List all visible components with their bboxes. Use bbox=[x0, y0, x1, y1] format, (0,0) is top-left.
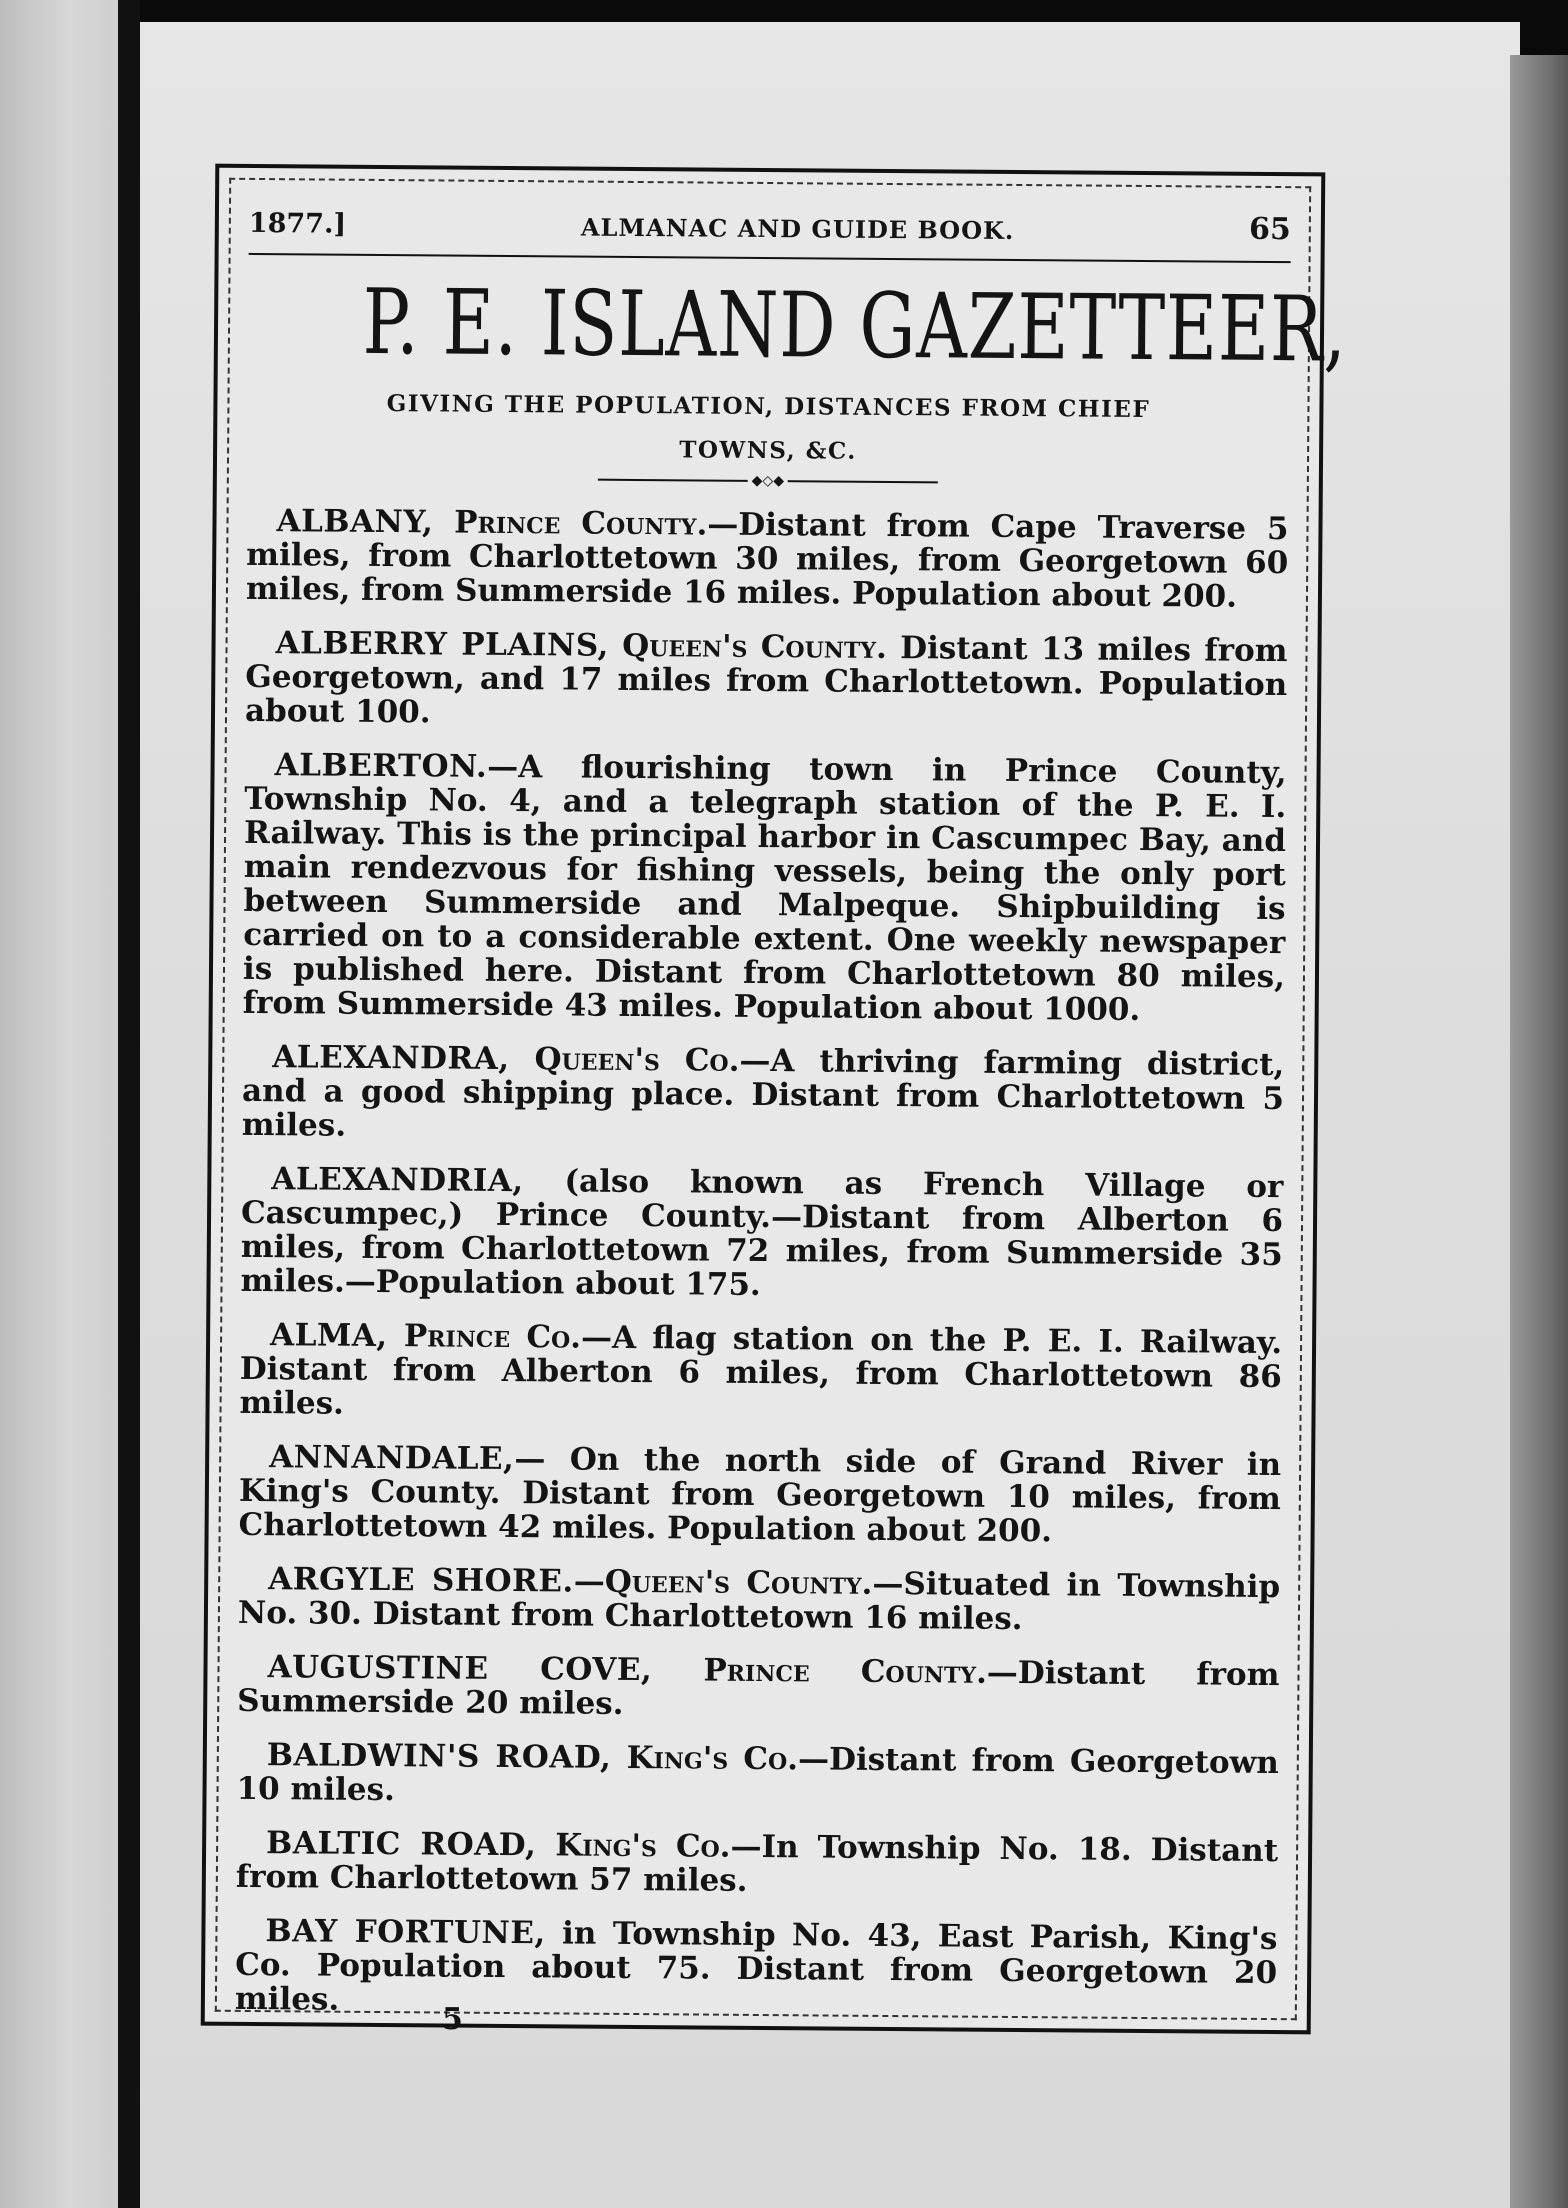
entry bbox=[245, 626, 1288, 736]
entry-county: King's Co. bbox=[626, 1740, 799, 1778]
entry-text: in Township No. 43, East Parish, King's Co. Population about 75. Distant from Georgetown 20 miles. bbox=[234, 1915, 1278, 2019]
entry bbox=[235, 1914, 1278, 2024]
entry-text: —Situated in Township No. 30. Distant from Charlottetown 16 miles. bbox=[237, 1566, 1281, 1638]
entry-county: Queen's Co. bbox=[534, 1041, 740, 1080]
entry-name: ANNANDALE, bbox=[269, 1439, 515, 1478]
entry-text: (also known as French Village or Cascumpec,) Prince County.—Distant from Alberton 6 miles, from Charlottetown 72 miles, from Summerside 35 miles.—Population about 175. bbox=[240, 1163, 1284, 1304]
entry bbox=[240, 1162, 1283, 1306]
entry-name: ALBERTON. bbox=[274, 747, 488, 786]
entry bbox=[246, 504, 1289, 614]
signature-mark: 5 bbox=[442, 2002, 463, 2037]
entry-name: BALTIC ROAD, bbox=[265, 1825, 537, 1864]
entry-name: ALBANY, bbox=[276, 503, 434, 541]
page-number: 65 bbox=[1248, 211, 1291, 248]
entry-text: Distant 13 miles from Georgetown, and 17 miles from Charlottetown. Population about 100. bbox=[244, 630, 1288, 731]
entry-name: AUGUSTINE COVE, bbox=[267, 1649, 653, 1689]
entry bbox=[237, 1650, 1280, 1726]
entry-name: ALBERRY PLAINS, bbox=[275, 625, 610, 665]
entry-text: —Distant from Cape Traverse 5 miles, from Charlottetown 30 miles, from Georgetown 60 miles, from Summerside 16 miles. Population about 200. bbox=[245, 506, 1289, 616]
ornament-divider: ◆◇◆ bbox=[598, 479, 938, 494]
book-gutter bbox=[118, 0, 140, 2208]
page-edge-shadow bbox=[1510, 55, 1568, 2208]
entry-name: ALEXANDRA, bbox=[272, 1039, 510, 1078]
entry-text: —Distant from Georgetown 10 miles. bbox=[236, 1741, 1279, 1809]
adjacent-page-edge bbox=[0, 0, 118, 2208]
entry bbox=[236, 1738, 1279, 1814]
page-content bbox=[234, 204, 1348, 2019]
entry-name: ALMA, bbox=[269, 1317, 388, 1355]
entry-text: —Distant from Summerside 20 miles. bbox=[237, 1655, 1280, 1723]
subtitle-line-1: GIVING THE POPULATION, DISTANCES FROM CHIEF bbox=[386, 390, 1151, 424]
entry-name: ARGYLE SHORE. bbox=[268, 1561, 574, 1600]
entry-county: —Queen's County. bbox=[573, 1563, 873, 1603]
entry-name: BALDWIN'S ROAD, bbox=[266, 1737, 612, 1777]
entry bbox=[239, 1318, 1282, 1428]
page-title: P. E. ISLAND GAZETTEER, bbox=[362, 269, 1348, 383]
entry-county: Prince County. bbox=[454, 504, 708, 543]
entry-name: BAY FORTUNE, bbox=[265, 1913, 546, 1952]
entry-text: —A thriving farming district, and a good shipping place. Distant from Charlottetown 5 miles. bbox=[241, 1043, 1285, 1145]
entry-county: Queen's County. bbox=[622, 628, 887, 667]
entry bbox=[239, 1440, 1282, 1550]
entry-text: —A flourishing town in Prince County, Township No. 4, and a telegraph station of the P. E. I. Railway. This is the principal harbor in Cascumpec Bay, and main rendezvous for fishing vessels, being the only port between Summerside and Malpeque. Shipbuilding is carried on to a considerable extent. One weekly newspaper is published here. Distant from Charlottetown 80 miles, from Summerside 43 miles. Population about 1000. bbox=[242, 749, 1287, 1029]
gazetteer-entries bbox=[235, 504, 1289, 2024]
running-title: ALMANAC AND GUIDE BOOK. bbox=[580, 212, 1015, 245]
entry-text: —In Township No. 18. Distant from Charlottetown 57 miles. bbox=[235, 1829, 1279, 1900]
entry-county: Prince Co. bbox=[403, 1318, 582, 1356]
entry-text: — On the north side of Grand River in King's County. Distant from Georgetown 10 miles, from Charlottetown 42 miles. Population about 200. bbox=[238, 1441, 1282, 1550]
subtitle-line-2: TOWNS, &C. bbox=[679, 436, 857, 465]
entry-county: King's Co. bbox=[555, 1827, 731, 1866]
entry bbox=[242, 1040, 1285, 1150]
entry bbox=[236, 1826, 1279, 1902]
subtitle bbox=[247, 381, 1290, 477]
header-year: 1877.] bbox=[248, 207, 347, 240]
entry-name: ALEXANDRIA, bbox=[271, 1161, 524, 1200]
running-header bbox=[249, 204, 1291, 263]
entry bbox=[238, 1562, 1281, 1638]
entry-county: Prince County. bbox=[703, 1652, 987, 1692]
page-frame bbox=[201, 164, 1348, 2035]
entry-text: —A flag station on the P. E. I. Railway. Distant from Alberton 6 miles, from Charlottetown 86 miles. bbox=[239, 1319, 1283, 1423]
entry bbox=[243, 748, 1287, 1028]
